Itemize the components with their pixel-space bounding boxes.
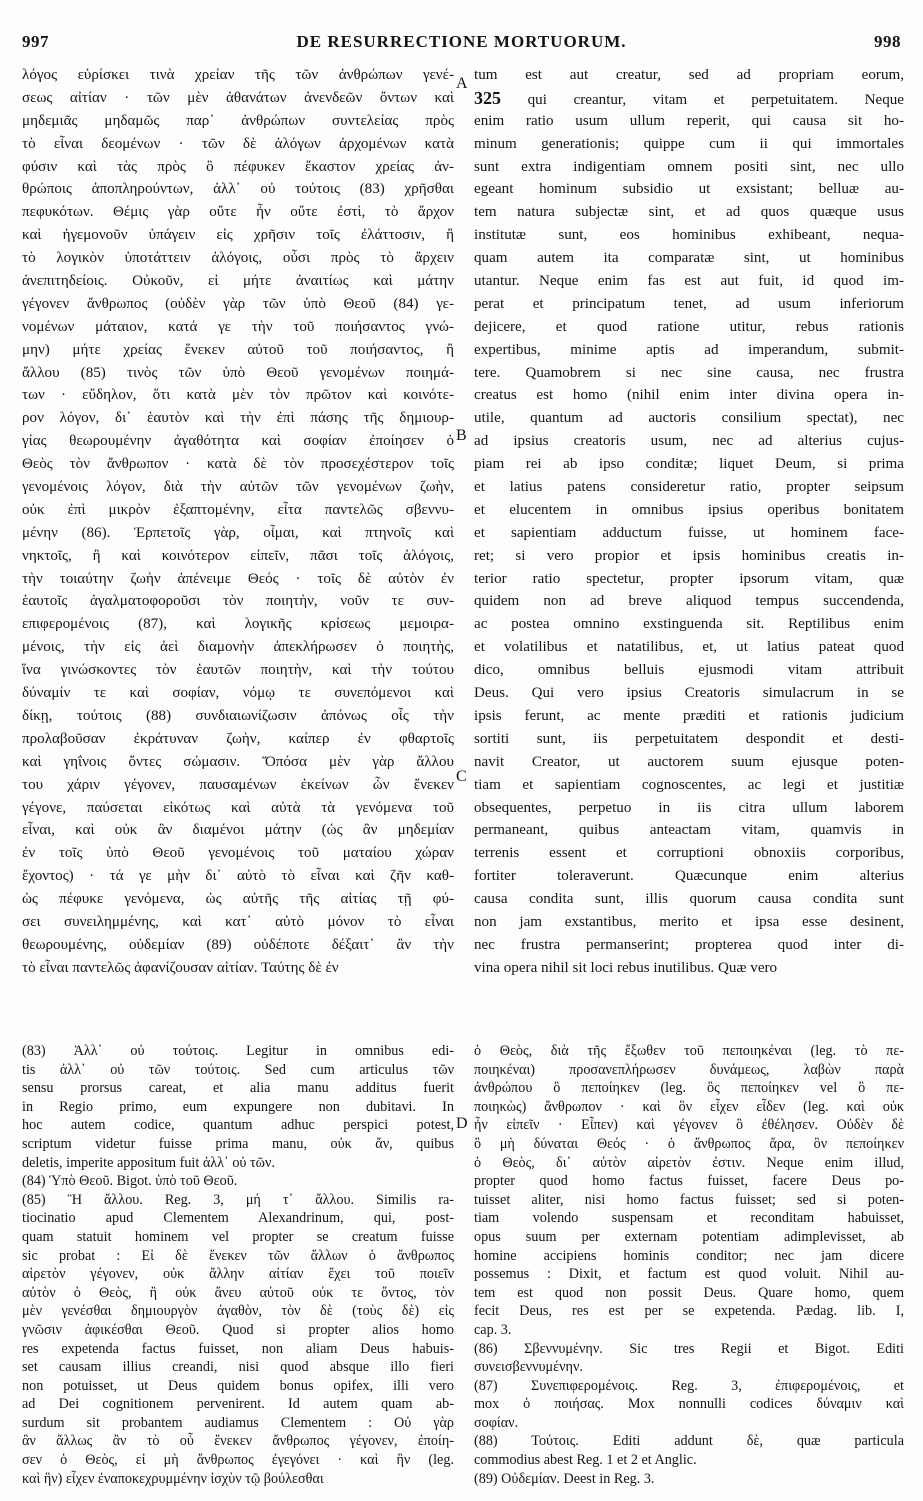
latin-text-line: permaneant, quibus anteactam vitam, quamvis in xyxy=(474,822,904,839)
footnote-line: opus suum per externam potentiam adimplevisset, ab xyxy=(474,1228,904,1245)
greek-text-line: τὸ λογικὸν ὑποτάττειν ἀλόγοις, οὖσι πρὸς τὸ ἄρχειν xyxy=(22,250,454,267)
footnote-line: in Regio primo, eum expungere non dubitavi. In xyxy=(22,1098,454,1115)
latin-text-line: enim ratio usum ullum reperit, qui causa sit ho- xyxy=(474,112,904,129)
latin-text-line: et volatilibus et natatilibus, et, ut latius pateat quod xyxy=(474,639,904,656)
footnote-line: (85) Ἢ ἄλλου. Reg. 3, μή τ᾽ ἄλλου. Similis ra- xyxy=(22,1191,454,1208)
margin-letter-b: B xyxy=(456,427,467,444)
footnote-line: ποιηκὼς) ἄνθρωπον · καὶ ὃν εἶχεν εἶδεν (leg. καὶ οὐκ xyxy=(474,1098,904,1115)
greek-text-line: τὸ εἶναι παντελῶς ἀφανίζουσαν αἰτίαν. Ταύτης δὲ ἐν xyxy=(22,959,339,976)
footnote-line: set causam illius creandi, nisi quod absque illo fieri xyxy=(22,1359,454,1376)
greek-text-line: τὴν τοιαύτην ζωὴν ἀπένειμε Θεός · τοῖς δὲ αὐτὸν ἐν xyxy=(22,570,454,587)
greek-text-line: προλαβοῦσαν ἐκράτυναν ζωὴν, καίπερ ἐν φθαρτοῖς xyxy=(22,730,454,747)
running-header xyxy=(22,32,901,58)
latin-text-line: et elucentem in omnibus ipsius operibus bonitatem xyxy=(474,501,904,518)
footnote-line: deletis, imperite appositum fuit ἀλλ᾽ οὐ τῶν. xyxy=(22,1154,275,1171)
footnote-line: καὶ ἣν) εἶχεν ἐναποκεχρυμμένην ἰσχὺν τῷ βούλεσθαι xyxy=(22,1470,324,1487)
latin-text-line: creatus est homo (nihil enim inter divina opera in- xyxy=(474,387,904,404)
latin-text-line: vina opera nihil sit loci rebus inutilibus. Quæ vero xyxy=(474,959,778,976)
latin-text-line: sortiti sunt, iis perpetuitatem despondit et desti- xyxy=(474,730,904,747)
footnote-line: tiam volendo suspensam et reconditam habuisset, xyxy=(474,1210,904,1227)
greek-text-line: γέγονεν ἄνθρωπος (οὐδὲν γὰρ τῶν ὑπὸ Θεοῦ (84) γε- xyxy=(22,295,454,312)
footnote-line: sensu prorsus careat, et alia manu additus fuerit xyxy=(22,1080,454,1097)
latin-text-line: tem natura subjectæ sint, et ad quos quæque usus xyxy=(474,204,904,221)
footnote-line: ποιηκέναι) προσανεπλήρωσεν δυνάμεως, λαβὼν παρὰ xyxy=(474,1061,904,1078)
latin-text-line: utantur. Neque enim fas est aut fuit, id quod im- xyxy=(474,273,904,290)
latin-text-column xyxy=(474,64,904,980)
footnote-line: propter quod homo factus fuisset, facere Deus po- xyxy=(474,1173,904,1190)
greek-text-line: γίας θεωρουμένην ἀγαθότητα καὶ σοφίαν ἐποίησεν ὁ xyxy=(22,433,454,450)
greek-text-line: ἑαυτοῖς ἀγαλματοφοροῦσι τὸν ποιητὴν, νοῦν τε συν- xyxy=(22,593,454,610)
latin-text-line: et latius patens consideretur ratio, propter seipsum xyxy=(474,479,904,496)
footnote-line: γνῶσιν ἀφικέσθαι Θεοῦ. Quod si propter alios homo xyxy=(22,1321,454,1338)
footnote-line: ὁ Θεὸς, δι᾽ αὐτὸν αἱρετὸν ἐστιν. Neque enim illud, xyxy=(474,1154,904,1171)
margin-letter-c: C xyxy=(456,768,467,785)
footnote-line: μὲν γενέσθαι δημιουργὸν ἀγαθὸν, τὸν δὲ (τοὺς δὲ) εἰς xyxy=(22,1303,454,1320)
footnote-line: (84) Ὑπὸ Θεοῦ. Bigot. ὑπὸ τοῦ Θεοῦ. xyxy=(22,1173,238,1190)
greek-text-line: Θεὸς τὸν ἄνθρωπον · κατὰ δὲ τὸν προσεχέστερον τοῖς xyxy=(22,456,454,473)
latin-text-line: terrenis essent et corruptioni obnoxiis corporibus, xyxy=(474,845,904,862)
greek-text-line: σει συνειλημμένης, καὶ κατ᾽ αὐτὸ μόνον τὸ εἶναι xyxy=(22,913,454,930)
latin-text-line: perat et principatum tenet, ad usum inferiorum xyxy=(474,295,904,312)
footnote-line: cap. 3. xyxy=(474,1321,512,1338)
running-title: DE RESURRECTIONE MORTUORUM. xyxy=(296,32,627,51)
footnote-line: tuisset aliter, nisi homo factus fuisset; sed si poten- xyxy=(474,1191,904,1208)
footnotes-left-column xyxy=(22,1042,454,1488)
footnote-line: homine accipiens hominis conditor; nec jam dicere xyxy=(474,1247,904,1264)
footnote-line: ad Dei cognitionem pervenirent. Id autem quam ab- xyxy=(22,1396,454,1413)
latin-text-line: Deus. Qui vero ipsius Creatoris simulacrum in se xyxy=(474,685,904,702)
greek-text-line: ὡς πέφυκε γενόμενα, ὡς αὐτῆς τῆς αἰτίας τῇ φύ- xyxy=(22,891,454,908)
latin-text-line: dejicere, et quod ratione utitur, rebus rationis xyxy=(474,318,904,335)
greek-text-line: νηκτοῖς, ἢ καὶ κοινότερον εἰπεῖν, πᾶσι τοῖς ἀλόγοις, xyxy=(22,547,454,564)
greek-text-line: ρον λόγον, δι᾽ ἑαυτὸν καὶ τὴν ἐπὶ πάσης τῆς δημιουρ- xyxy=(22,410,454,427)
greek-text-line: λόγος εὑρίσκει τινὰ χρείαν τῆς τῶν ἀνθρώπων γενέ- xyxy=(22,67,454,83)
latin-text-line: ret; si vero propior et ipsis hominibus creatis in- xyxy=(474,547,904,564)
footnote-line: (86) Σβεννυμένην. Sic tres Regii et Bigot. Editi xyxy=(474,1340,904,1357)
latin-text-line: tum est aut creatur, sed ad propriam eorum, xyxy=(474,67,904,83)
footnote-line: hoc autem codice, quantum adhuc perspici potest, xyxy=(22,1117,454,1134)
footnote-line: non potuisset, ut Deus quidem bonus opifex, illi vero xyxy=(22,1377,454,1394)
latin-text-line: utile, quantum ad auctoris consilium spectat), nec xyxy=(474,410,904,427)
latin-text-line: 325 qui creantur, vitam et perpetuitatem. Neque xyxy=(474,87,904,108)
greek-text-line: καὶ γηΐνοις ὄντες σώμασιν. Ὅπόσα μὲν γὰρ ἄλλου xyxy=(22,753,454,770)
footnote-line: scriptum videtur fuisse prima manu, οὐκ ἄν, quibus xyxy=(22,1135,454,1152)
greek-text-line: των · εὔδηλον, ὅτι κατὰ μὲν τὸν πρῶτον καὶ κοινότε- xyxy=(22,387,454,404)
footnote-line: αὐτὸν ὁ Θεὸς, ἢ οὐκ ἄνευ αὐτοῦ οὐκ τε ὄντος, τὸν xyxy=(22,1284,454,1301)
greek-text-line: τὸ εἶναι δεομένων · τῶν δὲ ἀλόγων ἀρχομένων κατὰ xyxy=(22,135,454,152)
greek-text-line: επιφερομένοις (87), καὶ λογικῆς κρίσεως μεμοιρα- xyxy=(22,616,454,633)
greek-text-line: ἐν τοῖς ὑπὸ Θεοῦ γενομένοις τοῦ ματαίου χώραν xyxy=(22,845,454,862)
latin-text-line: tiam et sapientiam cognoscentes, ac legi et justitiæ xyxy=(474,776,904,793)
footnote-line: αἱρετὸν γέγονεν, οὐκ ἄλλην αἰτίαν ἔχει τοῦ ποιεῖν xyxy=(22,1266,454,1283)
latin-text-line: obsequentes, perpetuo in iis citra ullum laborem xyxy=(474,799,904,816)
greek-text-line: μην) μήτε χρείας ἕνεκεν αὐτοῦ τοῦ ποιήσαντος, ἢ xyxy=(22,341,454,358)
footnote-line: fecit Deus, res est per se expetenda. Pædag. lib. I, xyxy=(474,1303,904,1320)
greek-text-line: γενομένοις λόγον, διὰ τὴν αὐτῶν τῶν γενομένων ζωὴν, xyxy=(22,479,454,496)
latin-text-line: terior ratio spectetur, propter ipsorum vitam, quæ xyxy=(474,570,904,587)
greek-text-line: νομένων μάταιον, κατά γε τὴν τοῦ ποιήσαντος γνώ- xyxy=(22,318,454,335)
latin-text-line: et sapientiam adductum fuisse, ut hominem face- xyxy=(474,524,904,541)
column-number: 325 xyxy=(474,87,501,108)
latin-text-line: tere. Quamobrem si nec sine causa, nec frustra xyxy=(474,364,904,381)
greek-text-line: ἵνα γινώσκοντες τὸν ἑαυτῶν ποιητὴν, καὶ τὴν τούτου xyxy=(22,662,454,679)
footnotes-right-column xyxy=(474,1042,904,1488)
latin-text-line: expertibus, minime aptis ad imperandum, submit- xyxy=(474,341,904,358)
greek-text-line: δίκῃ, τούτοις (88) συνδιαιωνίζωσιν ἀπόνως οἷς τὴν xyxy=(22,707,454,724)
footnote-line: res expetenda factus fuisset, non aliam Deus habuis- xyxy=(22,1340,454,1357)
latin-text-line: ac postea omnino exstinguenda sit. Reptilibus enim xyxy=(474,616,904,633)
footnote-line: possemus : Dixit, et factum est quod voluit. Nihil au- xyxy=(474,1266,904,1283)
latin-text-line: institutæ sunt, eos hominibus exhibeant, nequa- xyxy=(474,227,904,244)
footnote-line: (89) Οὐδεμίαν. Deest in Reg. 3. xyxy=(474,1470,655,1487)
footnote-line: ὃ μὴ δύναται Θεός · ὁ ἄνθρωπος ἄρα, ὃν πεποίηκεν xyxy=(474,1135,904,1152)
latin-text-line: navit Creator, ut auctorem suum ejusque poten- xyxy=(474,753,904,770)
footnote-line: quam statuit hominem vel propter se creatum fuisse xyxy=(22,1228,454,1245)
greek-text-line: μένην (86). Ἑρπετοῖς γὰρ, οἶμαι, καὶ πτηνοῖς καὶ xyxy=(22,524,454,541)
footnote-line: συνεισβεννυμένην. xyxy=(474,1359,583,1376)
latin-text-line: causa condita sunt, illis quorum causa condita sunt xyxy=(474,891,904,908)
latin-text-line: piam rei ab ipso conditæ; liquet Deum, si prima xyxy=(474,456,904,473)
footnote-line: σοφίαν. xyxy=(474,1414,519,1431)
footnote-line: ἂν ἄλλως ἂν τὸ οὗ ἕνεκεν ἄνθρωπος γέγονεν, ἐποίη- xyxy=(22,1433,454,1450)
greek-text-line: σεως αἰτίαν · τῶν μὲν ἀθανάτων ἀνενδεῶν ὄντων καὶ xyxy=(22,89,454,106)
footnote-line: commodius abest Reg. 1 et 2 et Anglic. xyxy=(474,1452,697,1469)
footnote-line: tiocinatio apud Clementem Alexandrinum, qui, post- xyxy=(22,1210,454,1227)
footnote-line: (83) Ἀλλ᾽ οὐ τούτοις. Legitur in omnibus edi- xyxy=(22,1043,454,1059)
latin-text-line: nec frustra permanserint; propterea quod inter di- xyxy=(474,936,904,953)
greek-text-line: πεφυκότων. Θέμις γὰρ οὔτε ἦν οὔτε ἐστὶ, τὸ ἄρχον xyxy=(22,204,454,221)
greek-text-line: καὶ ἡγεμονοῦν ὑπάγειν εἰς χρῆσιν τοῖς ἐλάττοσιν, ἢ xyxy=(22,227,454,244)
latin-text-line: non jam exstantibus, merito et ipsa esse desinent, xyxy=(474,913,904,930)
latin-text-line: dico, omnibus belluis ejusmodi vitam attribuit xyxy=(474,662,904,679)
greek-text-line: δύναμίν τε καὶ σοφίαν, νόμῳ τε συνεπόμενοι καὶ xyxy=(22,685,454,702)
greek-text-line: ἔχοντος) · τά γε μὴν δι᾽ αὐτὸ τὸ εἶναι καὶ ζῆν καθ- xyxy=(22,868,454,885)
greek-text-line: μηδεμιᾶς μηδαμῶς παρ᾽ ἀνθρώπων συντελείας πρὸς xyxy=(22,112,454,129)
latin-text-line: sunt extra indigentiam omnem positi sint, nec ullo xyxy=(474,158,904,175)
footnote-line: (88) Τούτοις. Editi addunt δὲ, quæ particula xyxy=(474,1433,904,1450)
right-page-number: 998 xyxy=(874,32,901,51)
greek-text-line: εἶναι, καὶ οὐκ ἂν διαμένοι μάτην (ὡς ἂν μηδεμίαν xyxy=(22,822,454,839)
latin-text-line: ipsis ferunt, ac mente præditi et rationis judicium xyxy=(474,707,904,724)
latin-text-line: ad ipsius creatoris usum, nec ad alterius cujus- xyxy=(474,433,904,450)
greek-text-column xyxy=(22,64,454,980)
greek-text-line: φύσιν καὶ τὰς πρὸς ὃ πέφυκεν ἕκαστον χρείας ἀν- xyxy=(22,158,454,175)
footnote-line: mox ὁ ποιήσας. Mox nonnulli codices δύναμιν καὶ xyxy=(474,1396,904,1413)
footnote-line: ἦν εἰπεῖν · Εἶπεν) καὶ γέγονεν ὃ ἐθέλησεν. Οὐδὲν δὲ xyxy=(474,1117,904,1134)
greek-text-line: οὐκ ἐπὶ μικρὸν ἐξαπτομένην, εἶτα παντελῶς σβεννυ- xyxy=(22,501,454,518)
latin-text-line: minum generationis; quippe cum ii qui immortales xyxy=(474,135,904,152)
footnote-line: (87) Συνεπιφερομένοις. Reg. 3, ἐπιφερομένοις, et xyxy=(474,1377,904,1394)
footnote-line: surdum sit probantem audiamus Clementem : Οὐ γὰρ xyxy=(22,1414,454,1431)
latin-text-line: quidem non ad breve aliquod tempus succendenda, xyxy=(474,593,904,610)
footnote-line: σεν ὁ Θεὸς, εἰ μὴ ἄνθρωπος ἐγεγόνει · καὶ ἣν (leg. xyxy=(22,1452,454,1469)
margin-letter-a: A xyxy=(456,75,468,92)
greek-text-line: γέγονε, παύσεται εἰκότως καὶ αὐτὰ τὰ γενόμενα τοῦ xyxy=(22,799,454,816)
greek-text-line: ἄλλου (85) τινὸς τῶν ὑπὸ Θεοῦ γενομένων ποιημά- xyxy=(22,364,454,381)
greek-text-line: του χάριν γέγονεν, παυσαμένων ἐκείνων ὧν ἕνεκεν xyxy=(22,776,454,793)
latin-text-line: quam autem ita comparatæ sint, ut hominibus xyxy=(474,250,904,267)
footnote-line: tis ἀλλ᾽ οὐ τῶν τούτοις. Sed cum articulus τῶν xyxy=(22,1061,454,1078)
greek-text-line: ἀνεπιτηδείοις. Οὐκοῦν, εἰ μήτε ἀναιτίως καὶ μάτην xyxy=(22,273,454,290)
latin-text-line: egeant hominum subsidio ut exsistant; belluæ au- xyxy=(474,181,904,198)
footnote-line: ἀνθρώπου ὃ πεποίηκεν (leg. ὃς πεποίηκεν vel ὃ πε- xyxy=(474,1080,904,1097)
greek-text-line: θρώποις ἀποπληρούντων, ἀλλ᾽ οὐ τούτοις (83) χρῆσθαι xyxy=(22,181,454,198)
greek-text-line: μένοις, τὴν εἰς ἀεὶ διαμονὴν ἀπεκλήρωσεν ὁ ποιητὴς, xyxy=(22,639,454,656)
margin-letter-d: D xyxy=(456,1115,468,1132)
left-page-number: 997 xyxy=(22,32,49,51)
greek-text-line: θεωρουμένης, οὐδεμίαν (89) οὐδέποτε δέξαιτ᾽ ἂν τὴν xyxy=(22,936,454,953)
footnote-line: sic probat : Εἰ δὲ ἕνεκεν τῶν ἄλλων ὁ ἄνθρωπος xyxy=(22,1247,454,1264)
latin-text-line: fortiter toleraverunt. Quæcunque enim alterius xyxy=(474,868,904,885)
footnote-line: ὁ Θεὸς, διὰ τῆς ἔξωθεν τοῦ πεποιηκέναι (leg. τὸ πε- xyxy=(474,1043,904,1059)
footnote-line: tem est quod non possit Deus. Quare homo, quem xyxy=(474,1284,904,1301)
